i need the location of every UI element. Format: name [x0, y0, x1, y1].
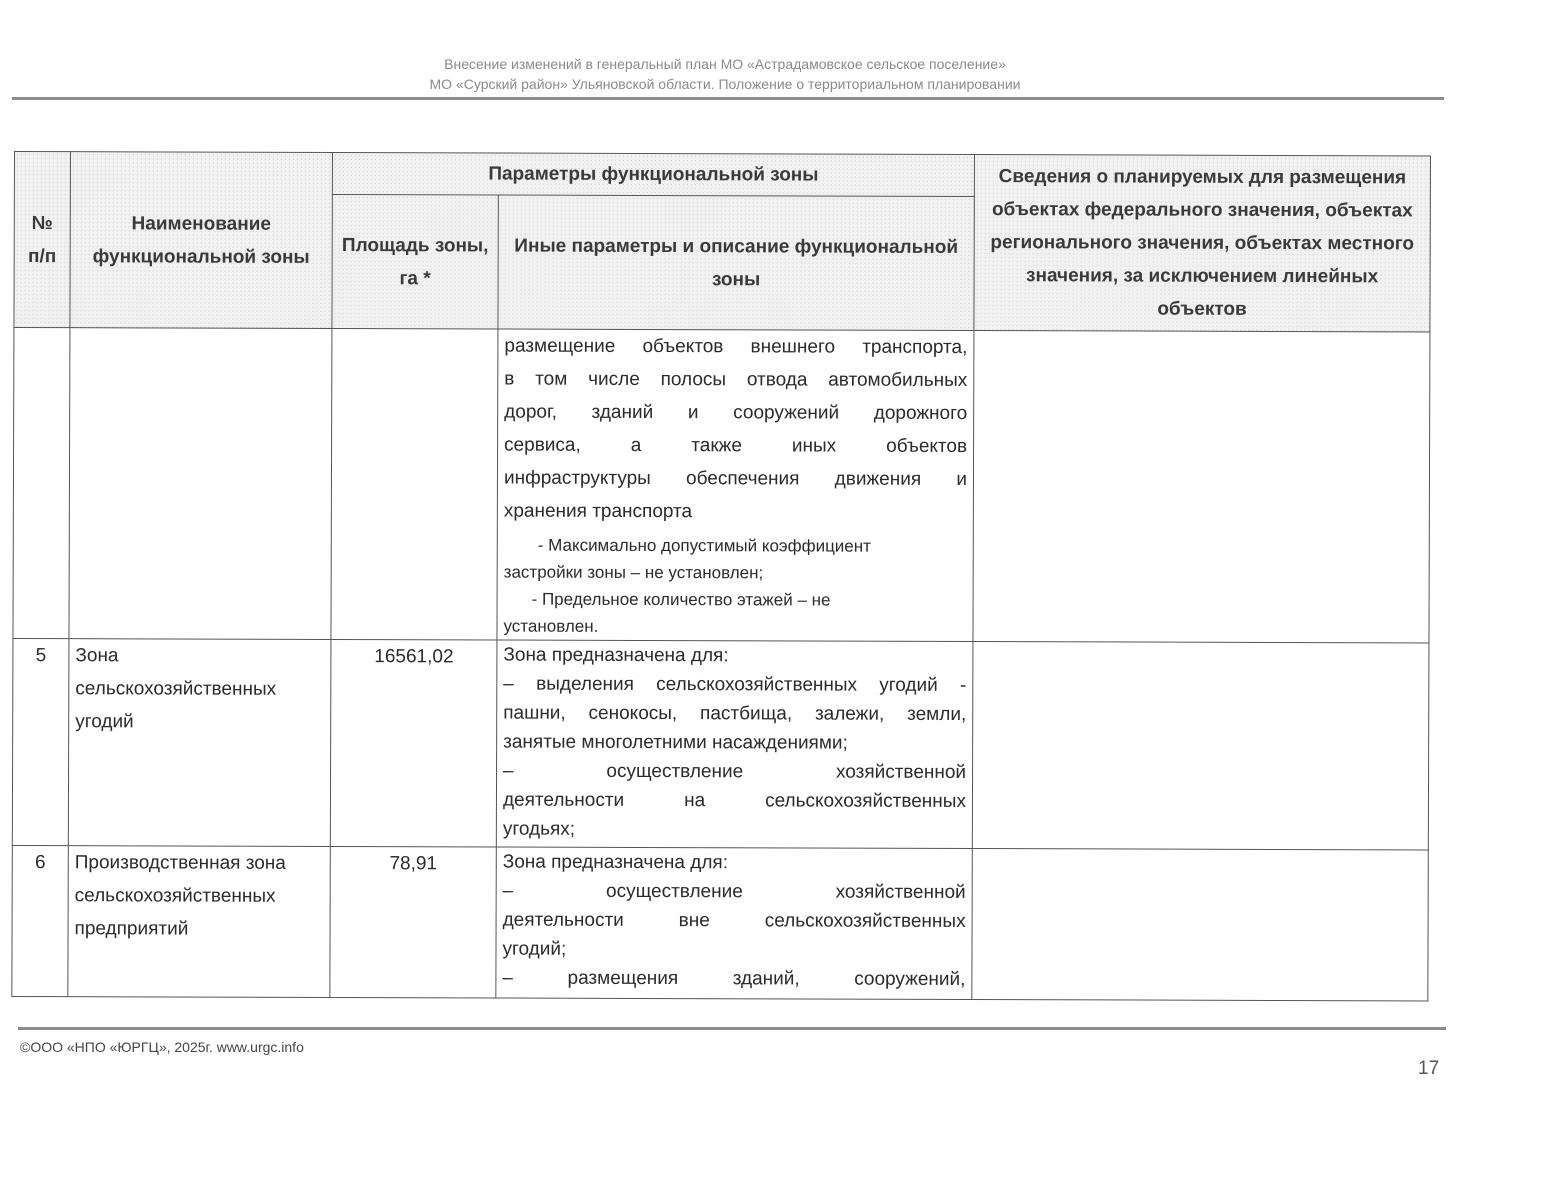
desc-param-line: застройки зоны – не установлен;	[503, 562, 764, 583]
desc-line: сервиса, а также иных объектов	[504, 434, 968, 457]
desc-line: деятельности вне сельскохозяйственных	[502, 909, 966, 932]
row-name-cell	[69, 328, 332, 640]
row-area-cell: 78,91	[330, 846, 496, 998]
col-header-desc: Иные параметры и описание функциональной зоны	[498, 195, 974, 330]
desc-line: Зона предназначена для:	[503, 644, 729, 667]
desc-line: размещение объектов внешнего транспорта,	[504, 335, 968, 358]
row-desc-cell	[496, 847, 972, 999]
col-header-params-group: Параметры функциональной зоны	[332, 153, 974, 197]
row-num-cell: 5	[12, 638, 69, 845]
desc-line: – размещения зданий, сооружений,	[502, 967, 966, 990]
col-header-area: Площадь зоны, га *	[332, 195, 498, 330]
col-header-objects: Сведения о планируемых для размещения объектах федерального значения, объектах регионального значения, объектах местного значения, за исключением линейных объектов	[974, 155, 1431, 332]
table-row	[12, 845, 1428, 1000]
row-objects-cell	[972, 849, 1428, 1001]
col-header-name: Наименование функциональной зоны	[70, 152, 333, 329]
row-num-cell: 6	[12, 845, 68, 996]
header-line-1: Внесение изменений в генеральный план МО «Астрадамовское сельское поселение»	[444, 56, 1006, 72]
desc-line: Зона предназначена для:	[502, 851, 729, 874]
desc-line: в том числе полосы отвода автомобильных	[504, 368, 968, 391]
desc-param-line: - Максимально допустимый коэффициент	[537, 535, 871, 556]
desc-param-line: установлен.	[503, 616, 599, 636]
desc-line: угодьях;	[502, 818, 576, 840]
desc-line: дорог, зданий и сооружений дорожного	[504, 401, 968, 424]
row-objects-cell	[972, 642, 1429, 850]
desc-line: пашни, сенокосы, пастбища, залежи, земли,	[503, 702, 967, 725]
table-row	[12, 638, 1429, 849]
desc-line: – осуществление хозяйственной	[503, 760, 967, 783]
desc-line: – осуществление хозяйственной	[502, 880, 966, 903]
footer-rule	[18, 1027, 1446, 1030]
row-area-cell: 16561,02	[330, 639, 497, 847]
header-line-2: МО «Сурский район» Ульяновской области. Положение о территориальном планировании	[429, 76, 1021, 92]
row-name-cell: Зона сельскохозяйственных угодий	[68, 639, 331, 847]
desc-line: инфраструктуры обеспечения движения и	[503, 467, 968, 490]
running-header	[120, 54, 1330, 94]
row-desc-cell	[497, 329, 974, 641]
row-name-cell: Производственная зона сельскохозяйственных предприятий	[68, 846, 330, 998]
table-row	[13, 328, 1430, 643]
footer-copyright: ©ООО «НПО «ЮРГЦ», 2025г. www.urgc.info	[20, 1039, 304, 1055]
desc-param-line: - Предельное количество этажей – не	[531, 589, 831, 610]
row-num-cell	[13, 328, 70, 639]
col-header-num: № п/п	[14, 152, 71, 328]
page-number: 17	[1418, 1058, 1440, 1079]
row-area-cell	[331, 328, 498, 640]
row-desc-cell	[496, 640, 973, 848]
header-rule	[12, 97, 1444, 100]
desc-line: занятые многолетними насаждениями;	[503, 731, 848, 754]
functional-zones-table	[11, 151, 1431, 1001]
desc-line: хранения транспорта	[503, 500, 693, 523]
desc-line: деятельности на сельскохозяйственных	[502, 789, 967, 812]
desc-line: угодий;	[502, 938, 567, 960]
desc-line: – выделения сельскохозяйственных угодий -	[503, 673, 967, 696]
row-objects-cell	[973, 331, 1430, 643]
